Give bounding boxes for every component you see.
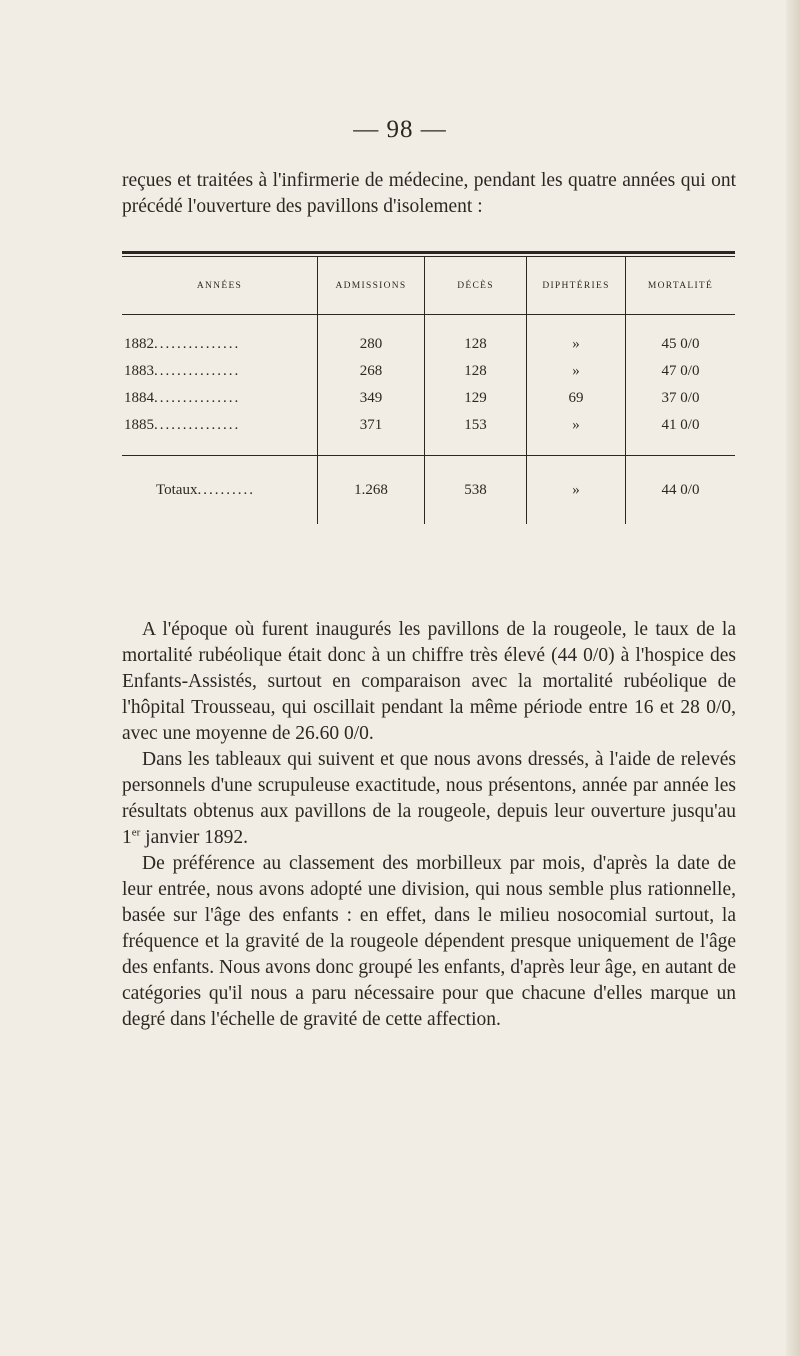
leader-dots: ............... — [154, 417, 241, 433]
body-text — [122, 617, 736, 1033]
deces-cell: 153 — [464, 417, 487, 433]
admissions-cell: 371 — [359, 417, 383, 433]
year-cell: 1883 — [124, 363, 154, 379]
totals-admissions-cell — [318, 456, 425, 524]
totals-label-cell — [122, 456, 318, 524]
totals-mortalite: 44 0/0 — [661, 481, 700, 498]
paragraph-2 — [122, 747, 736, 851]
leader-dots: ............... — [154, 390, 241, 406]
totals-mortalite-cell — [626, 456, 735, 524]
table-top-rule — [122, 251, 735, 254]
header-diphteries: DIPHTÉRIES — [527, 257, 626, 314]
column-diphteries — [527, 315, 626, 455]
table-grid — [122, 257, 735, 524]
admissions-cell: 349 — [359, 390, 383, 406]
leader-dots: ............... — [154, 363, 241, 379]
totals-deces-cell — [425, 456, 527, 524]
diphteries-cell: 69 — [568, 390, 584, 406]
year-cell: 1885 — [124, 417, 154, 433]
intro-text: reçues et traitées à l'infirmerie de médecine, pendant les quatre années qui ont précédé l'ouverture des pavillons d'isolement : — [122, 170, 736, 217]
table-row — [122, 456, 317, 524]
leader-dots: .......... — [197, 481, 255, 498]
paragraph-3: De préférence au classement des morbilleux par mois, d'après la date de leur entrée, nous avons adopté une division, qui nous semble plus rationnelle, basée sur l'âge des enfants : en effet, dans le milieu nosocomial surtout, la fréquence et la gravité de la rougeole dépendent presque uniquement de l'âge des enfants. Nous avons donc groupé les enfants, d'après leur âge, en autant de catégories qu'il nous a paru nécessaire pour que chacune d'elles marque un degré dans l'échelle de gravité de cette affection. — [122, 853, 736, 1030]
column-deces — [425, 315, 527, 455]
column-admissions — [318, 315, 425, 455]
paragraph-2-text: Dans les tableaux qui suivent et que nous avons dressés, à l'aide de relevés personnels d'une scrupuleuse exactitude, nous présentons, année par année les résultats obtenus aux pavillons de la rougeole, depuis leur ouverture jusqu'au 1 — [122, 749, 736, 848]
totals-label: Totaux — [156, 481, 198, 498]
table-row — [122, 331, 317, 358]
superscript-er: er — [131, 826, 141, 839]
header-admissions: ADMISSIONS — [318, 257, 425, 314]
table-row — [122, 358, 317, 385]
page-number: — 98 — — [353, 116, 447, 143]
page-edge — [786, 0, 800, 1356]
mortalite-cell: 41 0/0 — [661, 417, 700, 433]
header-annees: ANNÉES — [122, 257, 318, 314]
totals-diphteries: » — [572, 481, 580, 498]
paragraph-1: A l'époque où furent inaugurés les pavillons de la rougeole, le taux de la mortalité rubéolique était donc à un chiffre très élevé (44 0/0) à l'hospice des Enfants-Assistés, surtout en comparaison avec la mortalité rubéolique de l'hôpital Trousseau, qui oscillait pendant la même période entre 16 et 28 0/0, avec une moyenne de 26.60 0/0. — [122, 619, 736, 744]
table-row — [122, 412, 317, 439]
mortalite-cell: 45 0/0 — [661, 336, 700, 352]
diphteries-cell: » — [572, 363, 580, 379]
diphteries-cell: » — [572, 417, 580, 433]
leader-dots: ............... — [154, 336, 241, 352]
admissions-cell: 280 — [359, 336, 383, 352]
year-cell: 1882 — [124, 336, 154, 352]
paragraph-2-end: janvier 1892. — [140, 827, 249, 848]
table-row — [122, 385, 317, 412]
column-mortalite — [626, 315, 735, 455]
deces-cell: 128 — [464, 363, 487, 379]
column-annees — [122, 315, 318, 455]
mortality-table — [122, 251, 735, 524]
diphteries-cell: » — [572, 336, 580, 352]
totals-admissions: 1.268 — [354, 481, 388, 498]
header-deces: DÉCÈS — [425, 257, 527, 314]
admissions-cell: 268 — [359, 363, 383, 379]
intro-paragraph — [122, 168, 736, 220]
deces-cell: 128 — [464, 336, 487, 352]
totals-deces: 538 — [464, 481, 487, 498]
mortalite-cell: 37 0/0 — [661, 390, 700, 406]
totals-diphteries-cell — [527, 456, 626, 524]
header-mortalite: MORTALITÉ — [647, 280, 714, 291]
deces-cell: 129 — [464, 390, 487, 406]
mortalite-cell: 47 0/0 — [661, 363, 700, 379]
year-cell: 1884 — [124, 390, 154, 406]
